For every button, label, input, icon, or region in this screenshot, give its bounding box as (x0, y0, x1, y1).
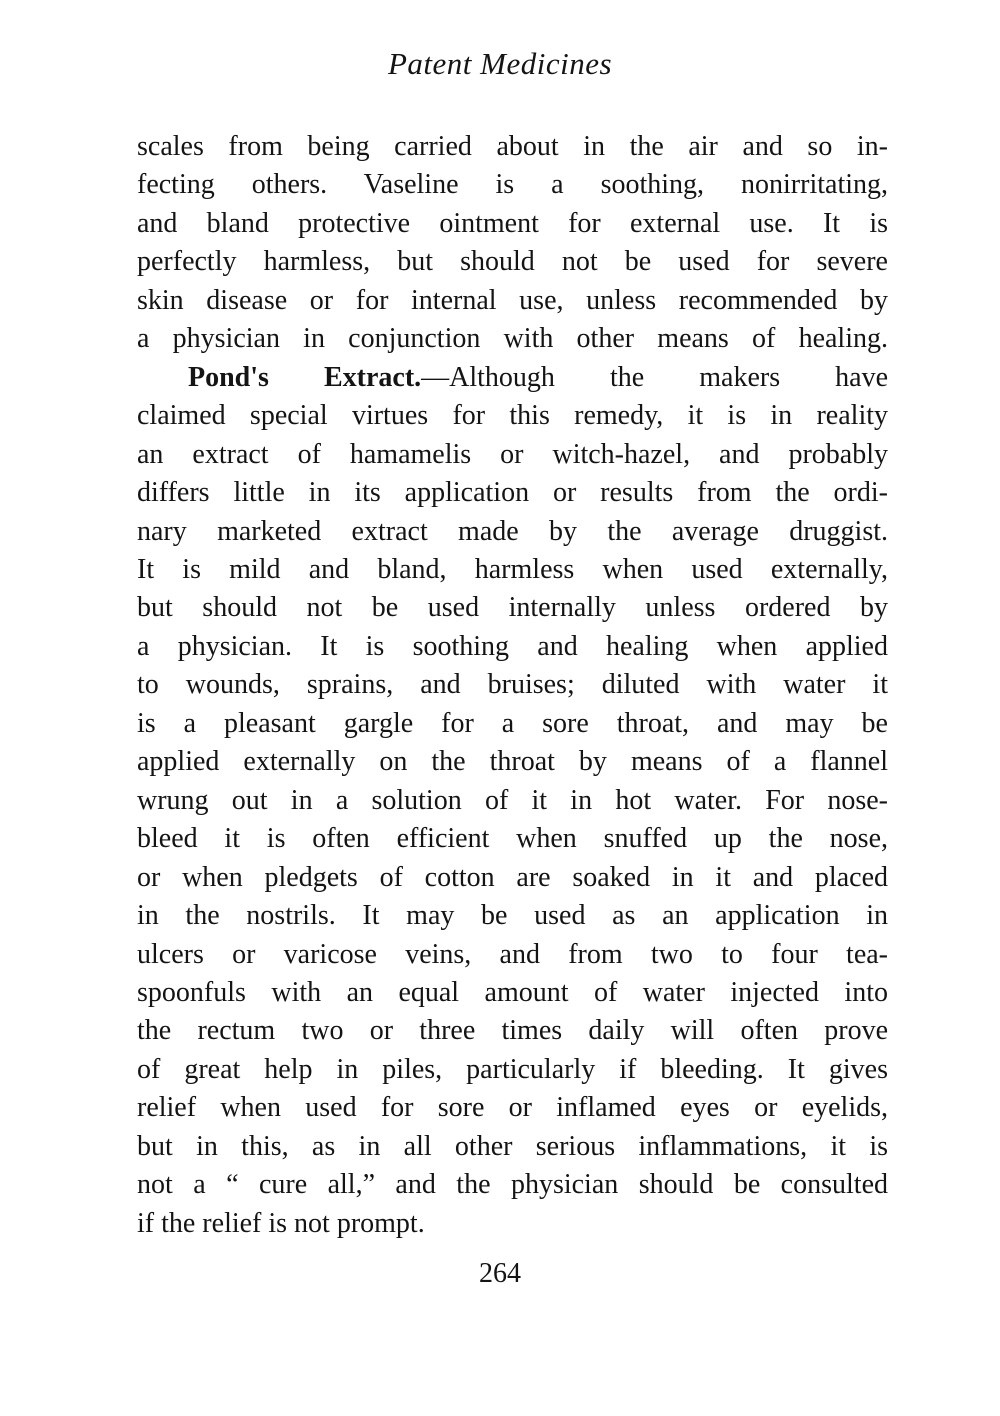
text-line: a physician in conjunction with other means of healing. (137, 323, 888, 355)
text-line: fecting others. Vaseline is a soothing, nonirritating, (137, 169, 888, 201)
text-line: skin disease or for internal use, unless recommended by (137, 284, 888, 316)
text-line-rest: —Although the makers have (421, 361, 888, 393)
text-line: nary marketed extract made by the average druggist. (137, 515, 888, 547)
text-line: to wounds, sprains, and bruises; diluted with water it (137, 669, 888, 701)
paragraph-pond-extract (137, 359, 888, 1243)
text-line: differs little in its application or results from the ordi- (137, 477, 888, 509)
text-line: It is mild and bland, harmless when used externally, (137, 553, 888, 585)
text-line: if the relief is not prompt. (137, 1207, 425, 1239)
text-line: in the nostrils. It may be used as an application in (137, 900, 888, 932)
text-line: of great help in piles, particularly if bleeding. It gives (137, 1053, 888, 1085)
text-line: wrung out in a solution of it in hot water. For nose- (137, 784, 888, 816)
text-line: or when pledgets of cotton are soaked in it and placed (137, 861, 888, 893)
text-line: not a “ cure all,” and the physician should be consulted (137, 1169, 888, 1201)
text-line: spoonfuls with an equal amount of water injected into (137, 976, 888, 1008)
text-line: an extract of hamamelis or witch-hazel, and probably (137, 438, 888, 470)
body-text (137, 128, 888, 1243)
text-line: ulcers or varicose veins, and from two to four tea- (137, 938, 888, 970)
text-line: and bland protective ointment for external use. It is (137, 207, 888, 239)
text-line: is a pleasant gargle for a sore throat, and may be (137, 707, 888, 739)
text-line: relief when used for sore or inflamed eyes or eyelids, (137, 1092, 888, 1124)
text-line: applied externally on the throat by means of a flannel (137, 746, 888, 778)
text-line: scales from being carried about in the air and so in- (137, 131, 888, 162)
text-line: but should not be used internally unless ordered by (137, 592, 888, 624)
text-line: claimed special virtues for this remedy, it is in reality (137, 400, 888, 432)
text-line: bleed it is often efficient when snuffed up the nose, (137, 823, 888, 855)
section-heading: Pond's Extract. (188, 361, 422, 393)
text-line: perfectly harmless, but should not be used for severe (137, 246, 888, 278)
page-number: 264 (479, 1258, 521, 1289)
text-line: a physician. It is soothing and healing when applied (137, 630, 888, 662)
running-header: Patent Medicines (387, 46, 613, 81)
text-line: the rectum two or three times daily will often prove (137, 1015, 888, 1047)
text-line: but in this, as in all other serious inflammations, it is (137, 1130, 888, 1162)
paragraph-1 (137, 128, 888, 359)
text-line (137, 359, 888, 397)
